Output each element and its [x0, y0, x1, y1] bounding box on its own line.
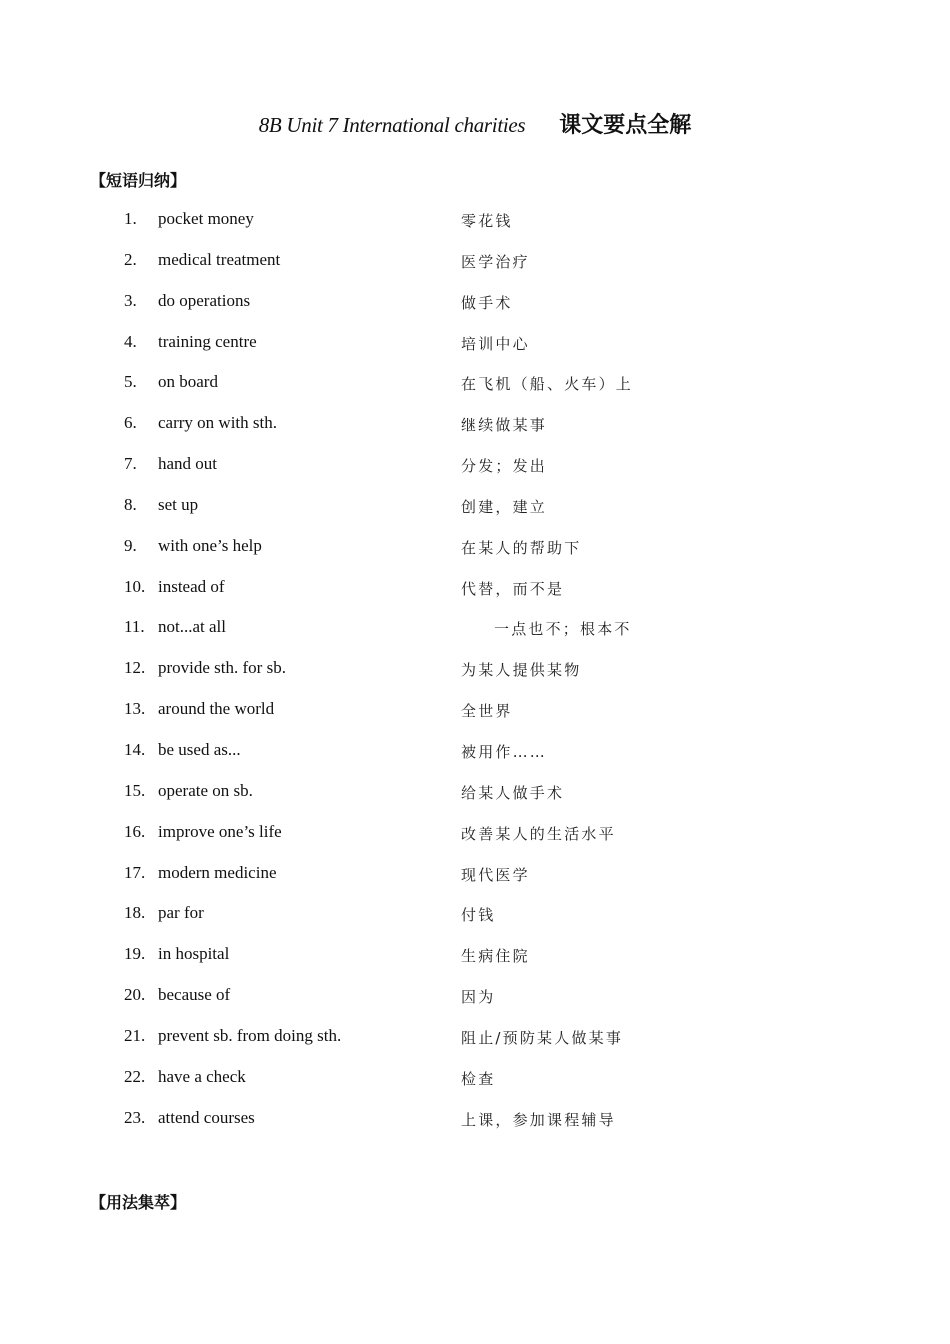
list-item	[0, 323, 950, 364]
chinese-meaning: 一点也不；根本不	[494, 620, 632, 639]
list-item	[0, 935, 950, 976]
chinese-meaning: 现代医学	[461, 865, 530, 884]
list-item	[0, 568, 950, 609]
list-item	[0, 731, 950, 772]
chinese-meaning: 全世界	[461, 702, 513, 721]
english-phrase: have a check	[158, 1066, 246, 1086]
item-number: 19.	[124, 944, 146, 964]
list-item	[0, 813, 950, 854]
list-item	[0, 608, 950, 649]
list-item	[0, 649, 950, 690]
list-item	[0, 894, 950, 935]
english-phrase: because of	[158, 985, 231, 1005]
item-number: 3.	[124, 290, 137, 310]
item-number: 2.	[124, 249, 137, 269]
english-phrase: attend courses	[158, 1107, 255, 1127]
item-number: 7.	[124, 454, 137, 474]
chinese-meaning: 生病住院	[461, 947, 530, 966]
chinese-meaning: 被用作……	[461, 742, 548, 761]
list-item	[0, 527, 950, 568]
list-item	[0, 241, 950, 282]
chinese-meaning: 零花钱	[461, 212, 513, 230]
chinese-meaning: 继续做某事	[461, 416, 548, 435]
chinese-meaning: 上课，参加课程辅导	[461, 1110, 616, 1129]
list-item	[0, 445, 950, 486]
english-phrase: par for	[158, 903, 204, 923]
chinese-meaning: 在飞机（船、火车）上	[461, 375, 634, 394]
english-phrase: instead of	[158, 576, 225, 596]
english-phrase: around the world	[158, 699, 275, 719]
item-number: 13.	[124, 699, 146, 719]
list-item	[0, 1017, 950, 1058]
item-number: 10.	[124, 576, 146, 596]
page-title	[0, 108, 950, 139]
chinese-meaning: 检查	[461, 1069, 496, 1088]
list-item	[0, 772, 950, 813]
list-item	[0, 1058, 950, 1099]
chinese-meaning: 培训中心	[461, 334, 530, 353]
chinese-meaning: 改善某人的生活水平	[461, 824, 616, 843]
english-phrase: operate on sb.	[158, 780, 253, 800]
item-number: 23.	[124, 1107, 146, 1127]
item-number: 12.	[124, 658, 146, 678]
chinese-meaning: 分发；发出	[461, 457, 548, 476]
english-phrase: training centre	[158, 331, 257, 351]
english-phrase: prevent sb. from doing sth.	[158, 1025, 342, 1045]
item-number: 20.	[124, 985, 146, 1005]
item-number: 9.	[124, 535, 137, 555]
item-number: 8.	[124, 494, 137, 514]
list-item	[0, 976, 950, 1017]
item-number: 22.	[124, 1066, 146, 1086]
item-number: 5.	[124, 372, 137, 392]
chinese-meaning: 为某人提供某物	[461, 661, 582, 680]
english-phrase: carry on with sth.	[158, 413, 277, 433]
english-phrase: in hospital	[158, 944, 230, 964]
title-chinese: 课文要点全解	[559, 113, 692, 138]
item-number: 4.	[124, 331, 137, 351]
english-phrase: not...at all	[158, 617, 226, 637]
title-english: 8B Unit 7 International charities	[258, 113, 526, 137]
item-number: 14.	[124, 739, 146, 759]
list-item	[0, 404, 950, 445]
chinese-meaning: 在某人的帮助下	[461, 538, 582, 557]
list-item	[0, 486, 950, 527]
item-number: 21.	[124, 1025, 146, 1045]
english-phrase: set up	[158, 494, 199, 514]
english-phrase: do operations	[158, 290, 251, 310]
list-item	[0, 363, 950, 404]
item-number: 17.	[124, 862, 146, 882]
item-number: 18.	[124, 903, 146, 923]
chinese-meaning: 医学治疗	[461, 252, 530, 271]
list-item	[0, 282, 950, 323]
english-phrase: medical treatment	[158, 249, 281, 269]
section-heading-phrases: 【短语归纳】	[90, 171, 187, 190]
list-item	[0, 200, 950, 241]
english-phrase: pocket money	[158, 209, 254, 228]
item-number: 16.	[124, 821, 146, 841]
english-phrase: provide sth. for sb.	[158, 658, 286, 678]
english-phrase: hand out	[158, 454, 218, 474]
chinese-meaning: 付钱	[461, 906, 496, 925]
chinese-meaning: 代替，而不是	[461, 579, 565, 598]
chinese-meaning: 阻止/预防某人做某事	[461, 1028, 624, 1047]
chinese-meaning: 给某人做手术	[461, 783, 565, 802]
english-phrase: modern medicine	[158, 862, 277, 882]
chinese-meaning: 做手术	[461, 293, 513, 312]
list-item	[0, 854, 950, 895]
section-heading-usage: 【用法集萃】	[90, 1193, 187, 1212]
list-item	[0, 690, 950, 731]
item-number: 1.	[124, 209, 137, 228]
chinese-meaning: 创建，建立	[461, 497, 548, 516]
list-item	[0, 1099, 950, 1140]
phrase-list	[0, 200, 950, 1139]
item-number: 6.	[124, 413, 137, 433]
english-phrase: be used as...	[158, 739, 241, 759]
english-phrase: on board	[158, 372, 218, 392]
chinese-meaning: 因为	[461, 988, 496, 1007]
item-number: 15.	[124, 780, 146, 800]
english-phrase: improve one’s life	[158, 821, 282, 841]
english-phrase: with one’s help	[158, 535, 262, 555]
item-number: 11.	[124, 617, 145, 637]
